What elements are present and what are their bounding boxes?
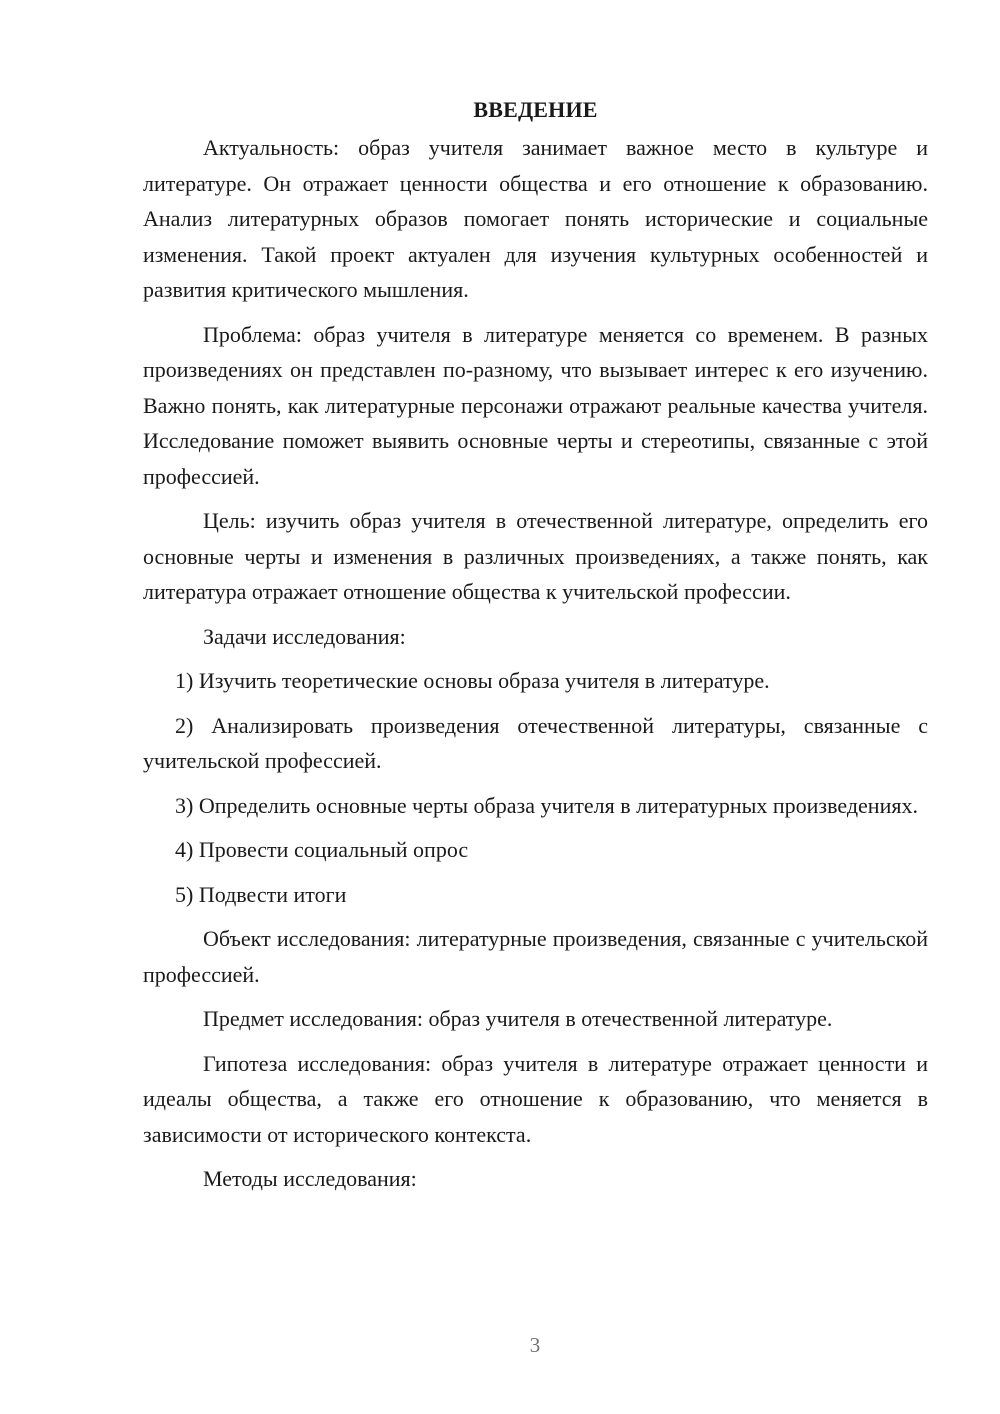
methods-title: Методы исследования: (203, 1166, 417, 1191)
section-heading: ВВЕДЕНИЕ (473, 97, 598, 122)
task-item: 5) Подвести итоги (175, 881, 347, 907)
task-item: 4) Провести социальный опрос (175, 837, 469, 862)
paragraph-relevance: Актуальность: образ учителя занимает важное место в культуре и литературе. Он отражает ценности общества и его отношение к образованию. Анализ литературных образов помогает понять исторические и социальные изменения. Такой проект актуален для изучения культурных особенностей и развития критического мышления. (143, 135, 928, 302)
paragraph-object: Объект исследования: литературные произведения, связанные с учительской профессией. (143, 926, 928, 987)
task-item: 1) Изучить теоретические основы образа учителя в литературе. (175, 668, 770, 693)
paragraph-hypothesis: Гипотеза исследования: образ учителя в литературе отражает ценности и идеалы общества, а также его отношение к образованию, что меняется в зависимости от исторического контекста. (143, 1050, 928, 1147)
task-item: 2) Анализировать произведения отечественной литературы, связанные с учительской профессией. (143, 712, 928, 773)
paragraph-problem: Проблема: образ учителя в литературе меняется со временем. В разных произведениях он представлен по-разному, что вызывает интерес к его изучению. Важно понять, как литературные персонажи отражают реальные качества учителя. Исследование поможет выявить основные черты и стереотипы, связанные с этой профессией. (143, 321, 928, 489)
paragraph-goal: Цель: изучить образ учителя в отечественной литературе, определить его основные черты и изменения в различных произведениях, а также понять, как литература отражает отношение общества к учительской профессии. (143, 508, 928, 604)
tasks-title: Задачи исследования: (203, 623, 406, 649)
document-page (143, 92, 928, 1206)
paragraph-subject: Предмет исследования: образ учителя в отечественной литературе. (203, 1006, 833, 1031)
page-number: 3 (529, 1333, 541, 1357)
task-item: 3) Определить основные черты образа учителя в литературных произведениях. (175, 792, 918, 818)
